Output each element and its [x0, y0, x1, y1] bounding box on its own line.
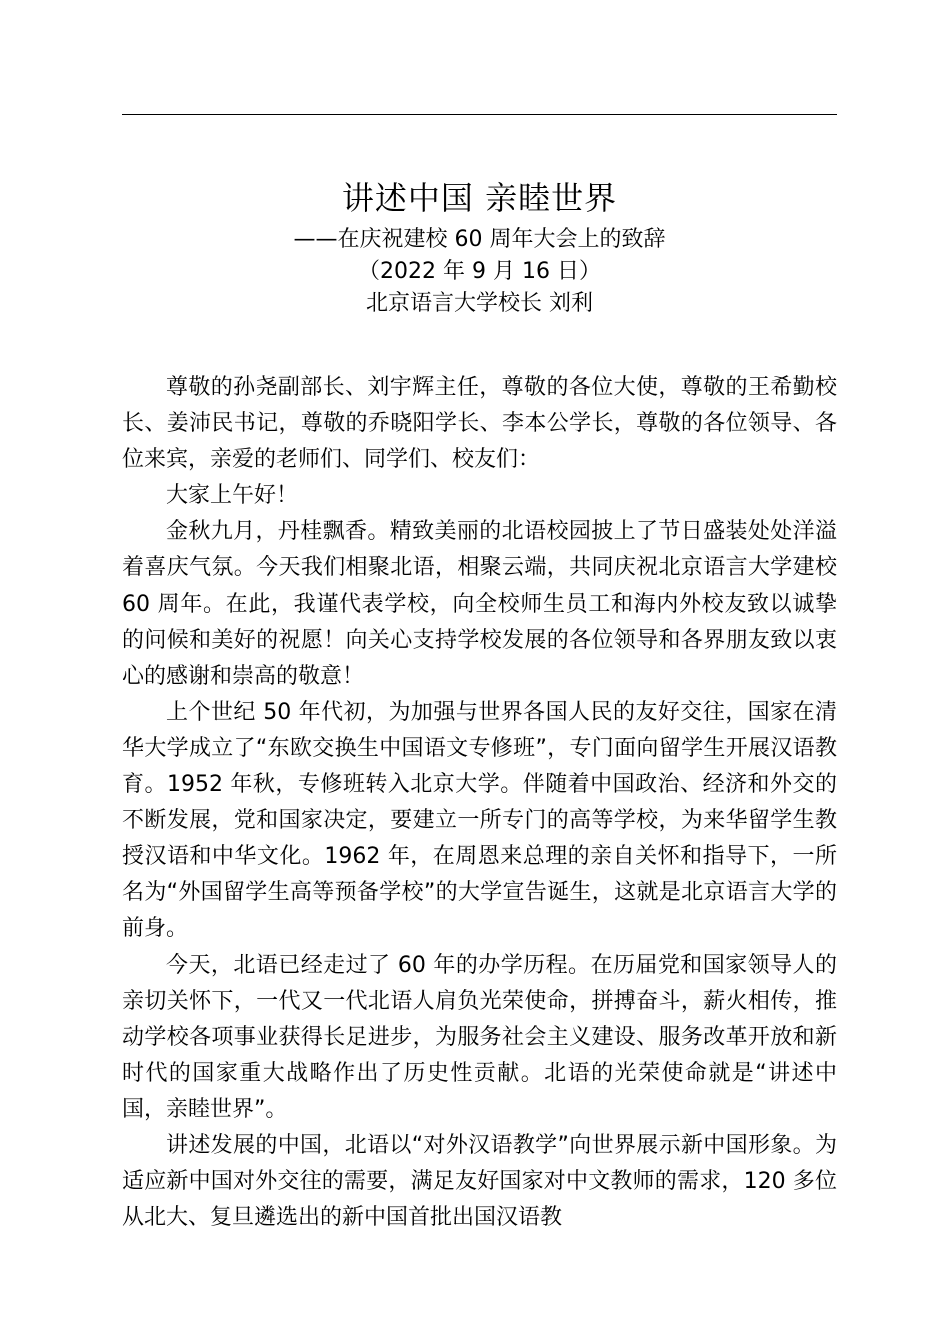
- paragraph: 今天，北语已经走过了 60 年的办学历程。在历届党和国家领导人的亲切关怀下，一代又一代北语人肩负光荣使命，拼搏奋斗，薪火相传，推动学校各项事业获得长足进步，为服务社会主义建设、服务改革开放和新时代的国家重大战略作出了历史性贡献。北语的光荣使命就是“讲述中国，亲睦世界”。: [122, 952, 837, 1122]
- paragraph: 讲述发展的中国，北语以“对外汉语教学”向世界展示新中国形象。为适应新中国对外交往的需要，满足友好国家对中文教师的需求，120 多位从北大、复旦遴选出的新中国首批出国汉语教: [122, 1132, 837, 1231]
- paragraph-greeting: 大家上午好！: [166, 483, 299, 509]
- title-block: [122, 172, 837, 320]
- author-line: 北京语言大学校长 刘利: [366, 291, 593, 316]
- speech-body: [122, 370, 837, 1236]
- paragraph: 上个世纪 50 年代初，为加强与世界各国人民的友好交往，国家在清华大学成立了“东欧交换生中国语文专修班”，专门面向留学生开展汉语教育。1952 年秋，专修班转入北京大学。伴随着中国政治、经济和外交的不断发展，党和国家决定，要建立一所专门的高等学校，为来华留学生教授汉语和中华文化。1962 年，在周恩来总理的亲自关怀和指导下，一所名为“外国留学生高等预备学校”的大学宣告诞生，这就是北京语言大学的前身。: [122, 699, 837, 942]
- paragraph-salutation: 尊敬的孙尧副部长、刘宇辉主任，尊敬的各位大使，尊敬的王希勤校长、姜沛民书记，尊敬的乔晓阳学长、李本公学长，尊敬的各位领导、各位来宾，亲爱的老师们、同学们、校友们：: [122, 375, 837, 473]
- speech-date: （2022 年 9 月 16 日）: [358, 259, 601, 284]
- page-title: 讲述中国 亲睦世界: [341, 179, 618, 217]
- paragraph: 金秋九月，丹桂飘香。精致美丽的北语校园披上了节日盛装处处洋溢着喜庆气氛。今天我们相聚北语，相聚云端，共同庆祝北京语言大学建校 60 周年。在此，我谨代表学校，向全校师生员工和海内外校友致以诚挚的问候和美好的祝愿！向关心支持学校发展的各位领导和各界朋友致以衷心的感谢和崇高的敬意！: [122, 519, 837, 689]
- subtitle: ——在庆祝建校 60 周年大会上的致辞: [293, 227, 666, 252]
- header-rule: [122, 114, 837, 115]
